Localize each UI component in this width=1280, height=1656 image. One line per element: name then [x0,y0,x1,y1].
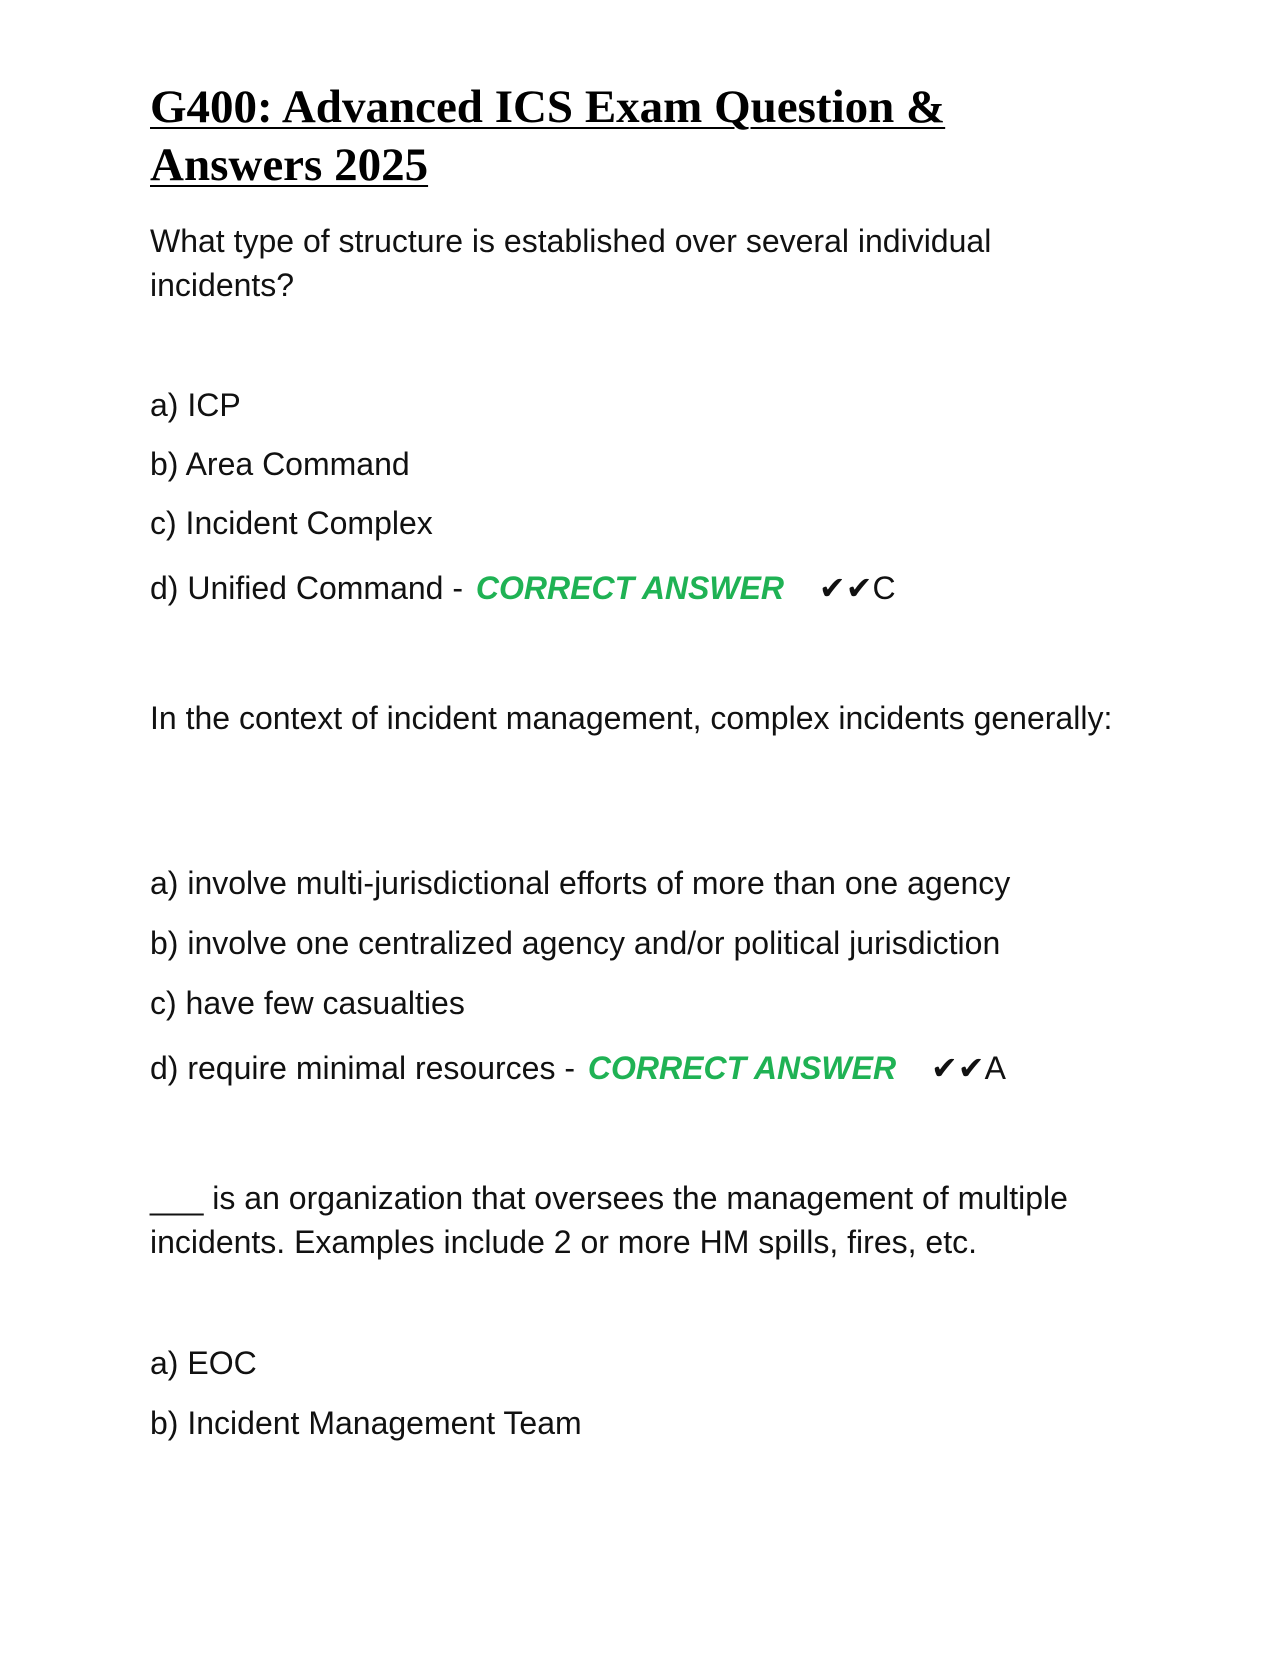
document-title: G400: Advanced ICS Exam Question & Answers 2025 [150,81,946,191]
question-3-option-b: b) Incident Management Team [150,1405,582,1441]
question-1-option-d: d) Unified Command - [150,570,463,606]
question-2-option-a: a) involve multi-jurisdictional efforts of more than one agency [150,865,1011,901]
question-2-text: In the context of incident management, complex incidents generally: [150,700,1113,736]
question-2-option-c: c) have few casualties [150,985,465,1021]
question-1-option-c: c) Incident Complex [150,505,433,541]
question-1-option-a: a) ICP [150,387,241,423]
question-1-text: What type of structure is established over several individual incidents? [150,223,992,303]
question-1-option-d-line [150,568,896,608]
question-3-option-a: a) EOC [150,1345,257,1381]
question-2-option-d: d) require minimal resources - [150,1050,576,1086]
question-3-text: ___ is an organization that oversees the management of multiple incidents. Examples include 2 or more HM spills, fires, etc. [150,1180,1068,1260]
question-2-option-d-line [150,1048,1006,1088]
question-2-option-b: b) involve one centralized agency and/or political jurisdiction [150,925,1001,961]
correct-answer-label: CORRECT ANSWER [475,570,785,606]
answer-letter: C [872,570,896,606]
correct-answer-label: CORRECT ANSWER [587,1050,897,1086]
checkmark-icon: ✔✔ [930,1050,985,1086]
answer-letter: A [984,1050,1006,1086]
question-1-option-b: b) Area Command [150,446,410,482]
checkmark-icon: ✔✔ [818,570,873,606]
